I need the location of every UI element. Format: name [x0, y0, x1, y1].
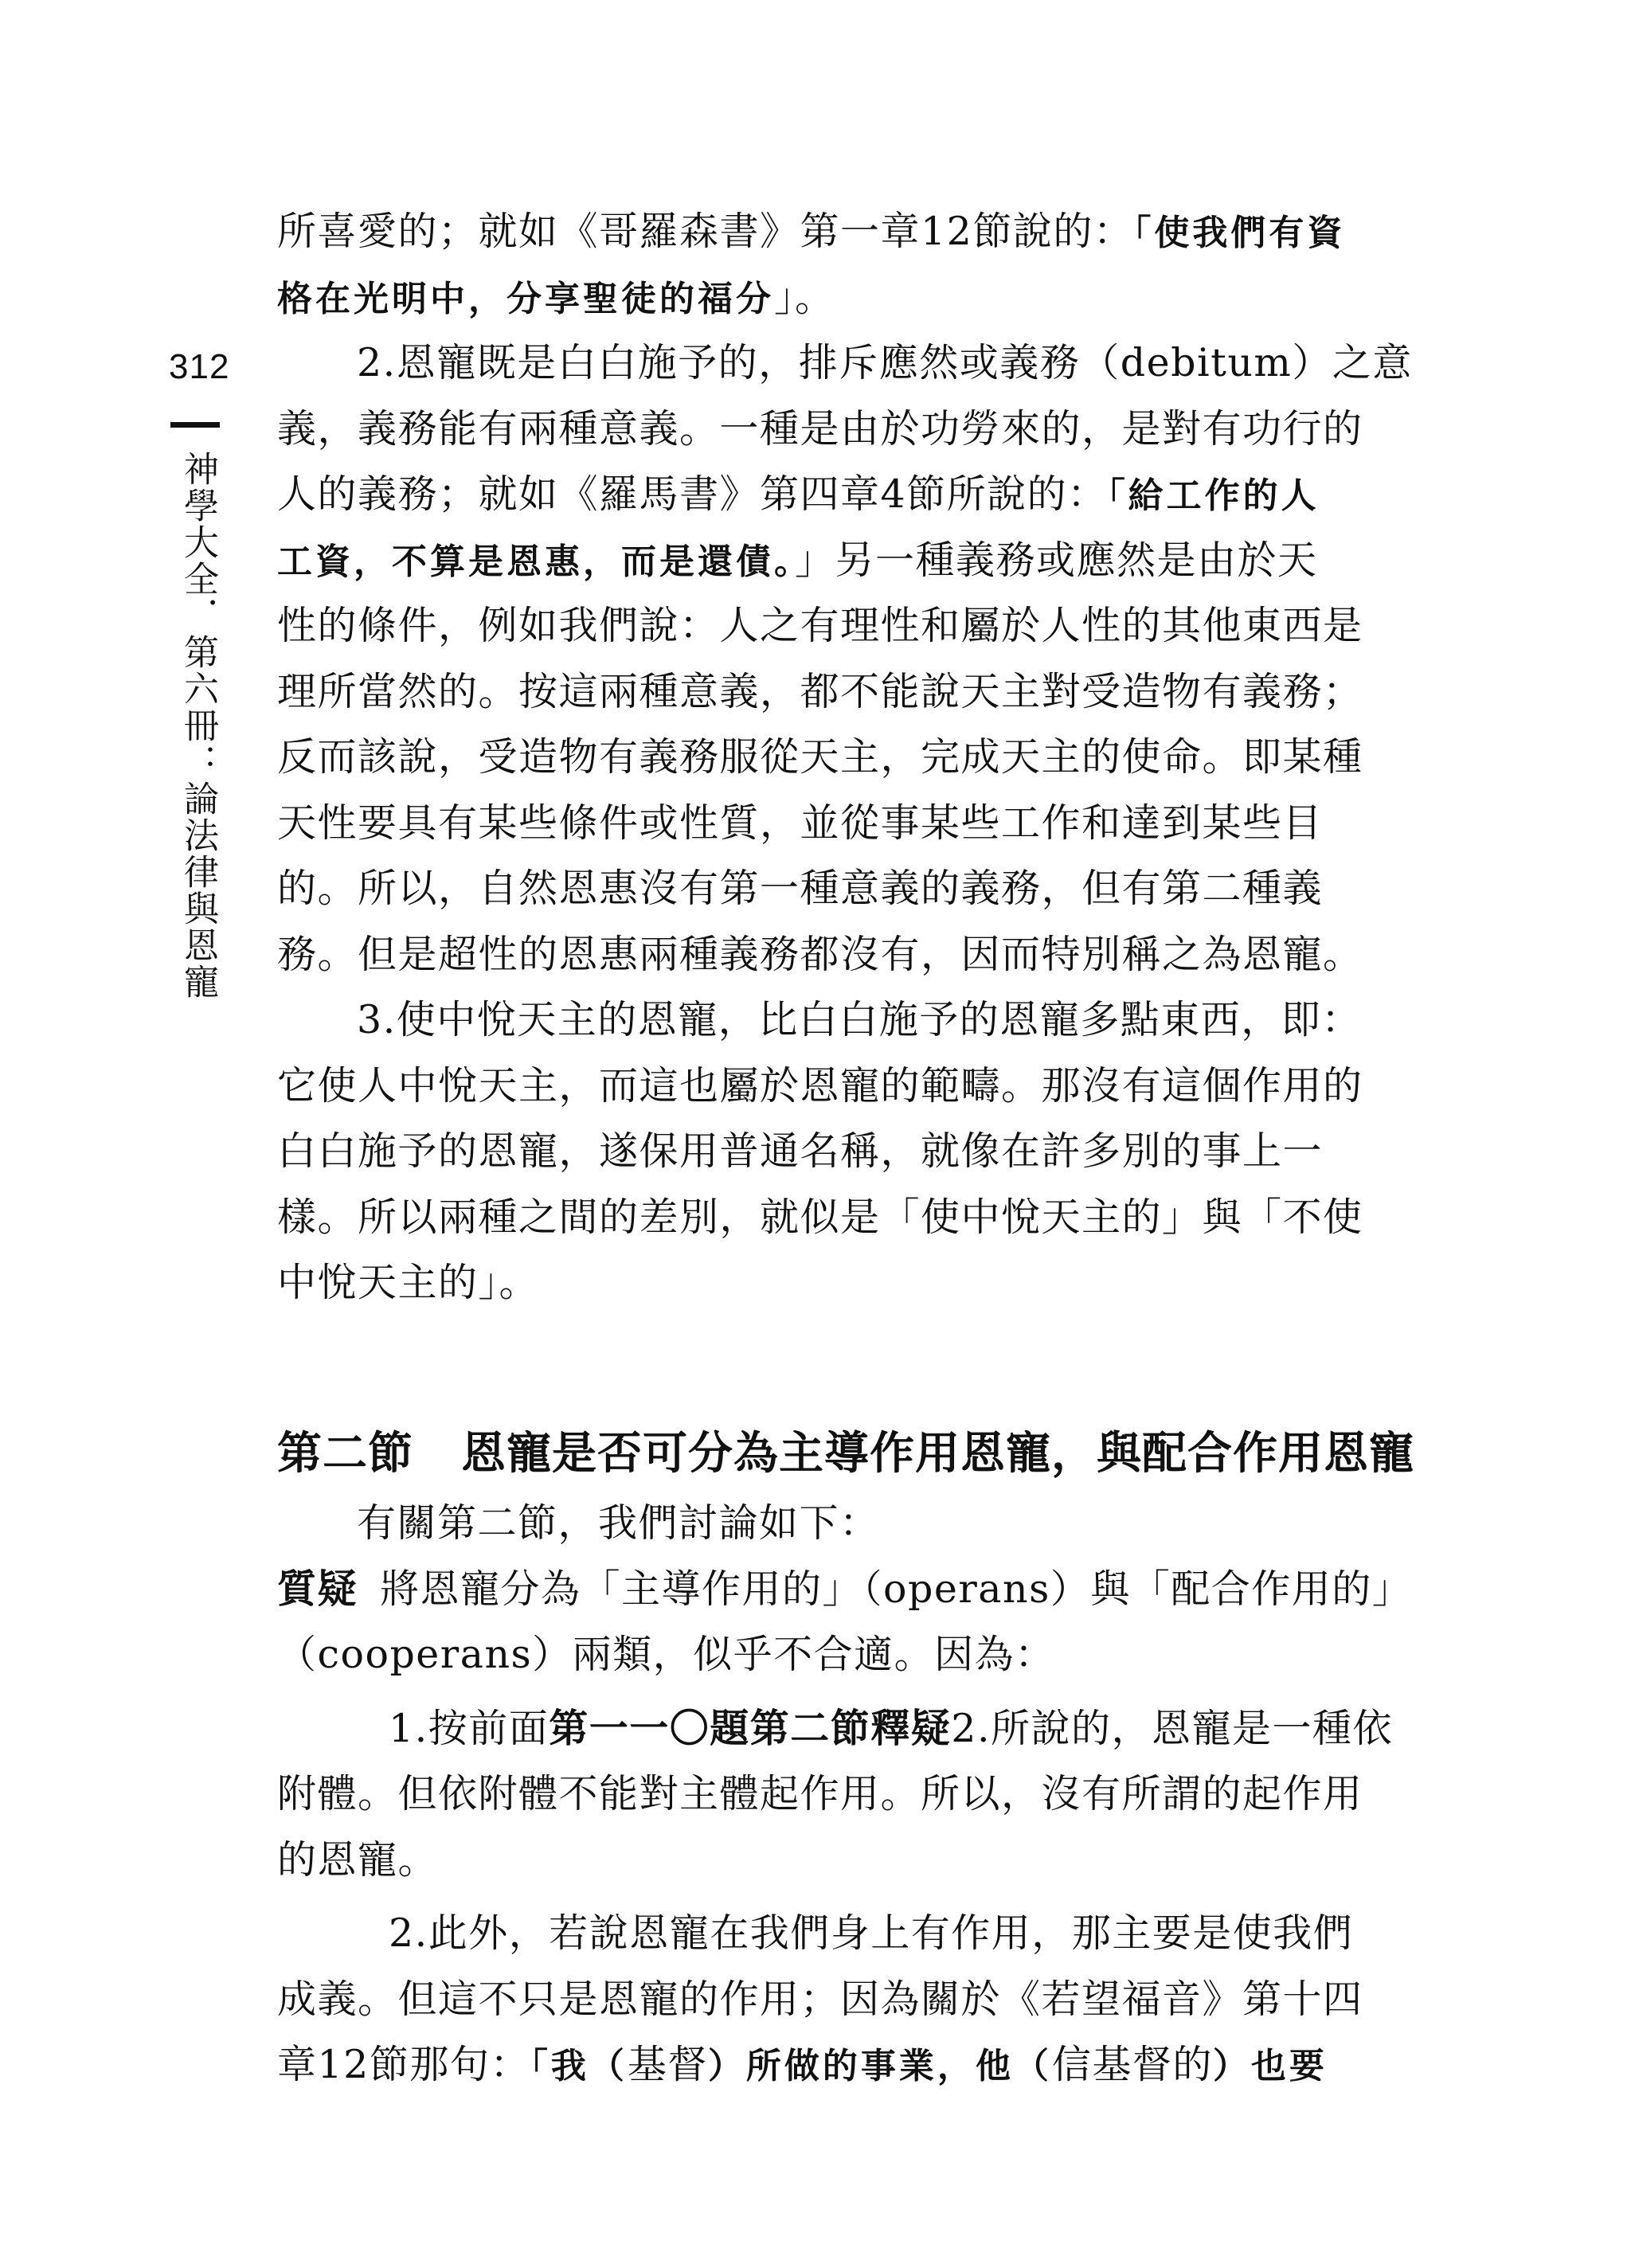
- objection-label: 質疑: [277, 1566, 358, 1612]
- paragraph-line: [277, 1250, 1441, 1316]
- line-text: 天性要具有某些條件或性質，並從事某些工作和達到某些目: [277, 800, 1324, 846]
- line-text: 務。但是超性的恩惠兩種義務都沒有，因而特別稱之為恩寵。: [277, 931, 1363, 977]
- paragraph-line: [277, 462, 1441, 528]
- paragraph-line: [277, 1762, 1441, 1828]
- line-text: 理所當然的。按這兩種意義，都不能說天主對受造物有義務；: [277, 668, 1363, 714]
- side-rule-divider: [170, 422, 220, 428]
- section-intro: [277, 1490, 1441, 1557]
- line-text: 基督: [627, 2042, 708, 2087]
- paragraph-line: [277, 1828, 1441, 1894]
- cross-reference: 第一一〇題第二節釋疑: [549, 1705, 952, 1751]
- paragraph-line: [277, 265, 1441, 331]
- line-text: 章12節那句：: [277, 2042, 530, 2087]
- line-text: 義，義務能有兩種意義。一種是由於功勞來的，是對有功行的: [277, 405, 1363, 452]
- line-text: 的。所以，自然恩惠沒有第一種意義的義務，但有第二種義: [277, 866, 1324, 911]
- scripture-quote: ）也要: [1212, 2046, 1328, 2086]
- page-number: 312: [169, 347, 230, 386]
- line-text: 樣。所以兩種之間的差別，就似是「使中悅天主的」與「不使: [277, 1194, 1363, 1240]
- line-text: 2.所說的，恩寵是一種依: [951, 1705, 1394, 1751]
- scripture-quote: 「給工作的人: [1107, 475, 1320, 516]
- line-text: 3.使中悅天主的恩寵，比白白施予的恩寵多點東西，即：: [357, 997, 1362, 1042]
- paragraph-line: [277, 199, 1441, 265]
- paragraph-line: [277, 725, 1441, 791]
- line-text: （cooperans）兩類，似乎不合適。因為：: [277, 1632, 1055, 1677]
- paragraph-line: [277, 987, 1441, 1054]
- line-text: 有關第二節，我們討論如下：: [357, 1500, 880, 1546]
- paragraph-line: [277, 593, 1441, 659]
- line-text: 附體。但依附體不能對主體起作用。所以，沒有所謂的起作用: [277, 1771, 1363, 1816]
- paragraph-line: [277, 330, 1441, 397]
- objection-line: [277, 1622, 1441, 1688]
- paragraph-line: [277, 1119, 1441, 1185]
- line-text: 白白施予的恩寵，遂保用普通名稱，就像在許多別的事上一: [277, 1128, 1324, 1174]
- paragraph-line: [277, 2032, 1441, 2098]
- line-text: 所喜愛的；就如《哥羅森書》第一章12節說的：: [277, 209, 1134, 254]
- line-text: 」。: [774, 274, 835, 320]
- paragraph-line: [277, 1185, 1441, 1251]
- line-text: 1.按前面: [389, 1705, 550, 1751]
- paragraph-line: [277, 397, 1441, 463]
- scripture-quote: 「我（: [530, 2046, 628, 2086]
- paragraph-line: [277, 528, 1441, 594]
- line-text: 它使人中悅天主，而這也屬於恩寵的範疇。那沒有這個作用的: [277, 1062, 1363, 1109]
- line-text: 」另一種義務或應然是由於天: [795, 537, 1318, 583]
- line-text: 中悅天主的」。: [277, 1260, 540, 1305]
- paragraph-line: [277, 1054, 1441, 1120]
- line-text: 信基督的: [1051, 2042, 1213, 2087]
- section-number: 第二節: [277, 1427, 413, 1480]
- paragraph-line: [277, 856, 1441, 922]
- main-text: [277, 199, 1441, 2098]
- line-text: 2.恩寵既是白白施予的，排斥應然或義務（debitum）之意: [357, 340, 1413, 385]
- line-text: 反而該說，受造物有義務服從天主，完成天主的使命。即某種: [277, 734, 1363, 780]
- scripture-quote: 工資，不算是恩惠，而是還債。: [277, 541, 795, 582]
- objection-line: [277, 1557, 1441, 1623]
- paragraph-line: [277, 1696, 1441, 1762]
- scripture-quote: 格在光明中，分享聖徒的福分: [277, 278, 774, 319]
- scripture-quote: 「使我們有資: [1133, 213, 1346, 253]
- line-text: 將恩寵分為「主導作用的」（operans）與「配合作用的」: [380, 1566, 1413, 1612]
- paragraph-line: [277, 1901, 1441, 1967]
- line-text: 性的條件，例如我們說：人之有理性和屬於人性的其他東西是: [277, 603, 1363, 648]
- line-text: 2.此外，若說恩寵在我們身上有作用，那主要是使我們: [389, 1910, 1354, 1956]
- paragraph-line: [277, 791, 1441, 857]
- paragraph-line: [277, 922, 1441, 988]
- paragraph-line: [277, 659, 1441, 725]
- section-heading: [277, 1418, 1441, 1490]
- line-text: 人的義務；就如《羅馬書》第四章4節所說的：: [277, 471, 1108, 517]
- section-title: 恩寵是否可分為主導作用恩寵，與配合作用恩寵: [461, 1427, 1414, 1480]
- line-text: 的恩寵。: [277, 1836, 439, 1883]
- line-text: 成義。但這不只是恩寵的作用；因為關於《若望福音》第十四: [277, 1976, 1363, 2022]
- scripture-quote: ）所做的事業，他（: [707, 2046, 1052, 2086]
- running-head: 神學大全．第六冊：論法律與恩寵: [178, 451, 218, 1000]
- paragraph-line: [277, 1967, 1441, 2033]
